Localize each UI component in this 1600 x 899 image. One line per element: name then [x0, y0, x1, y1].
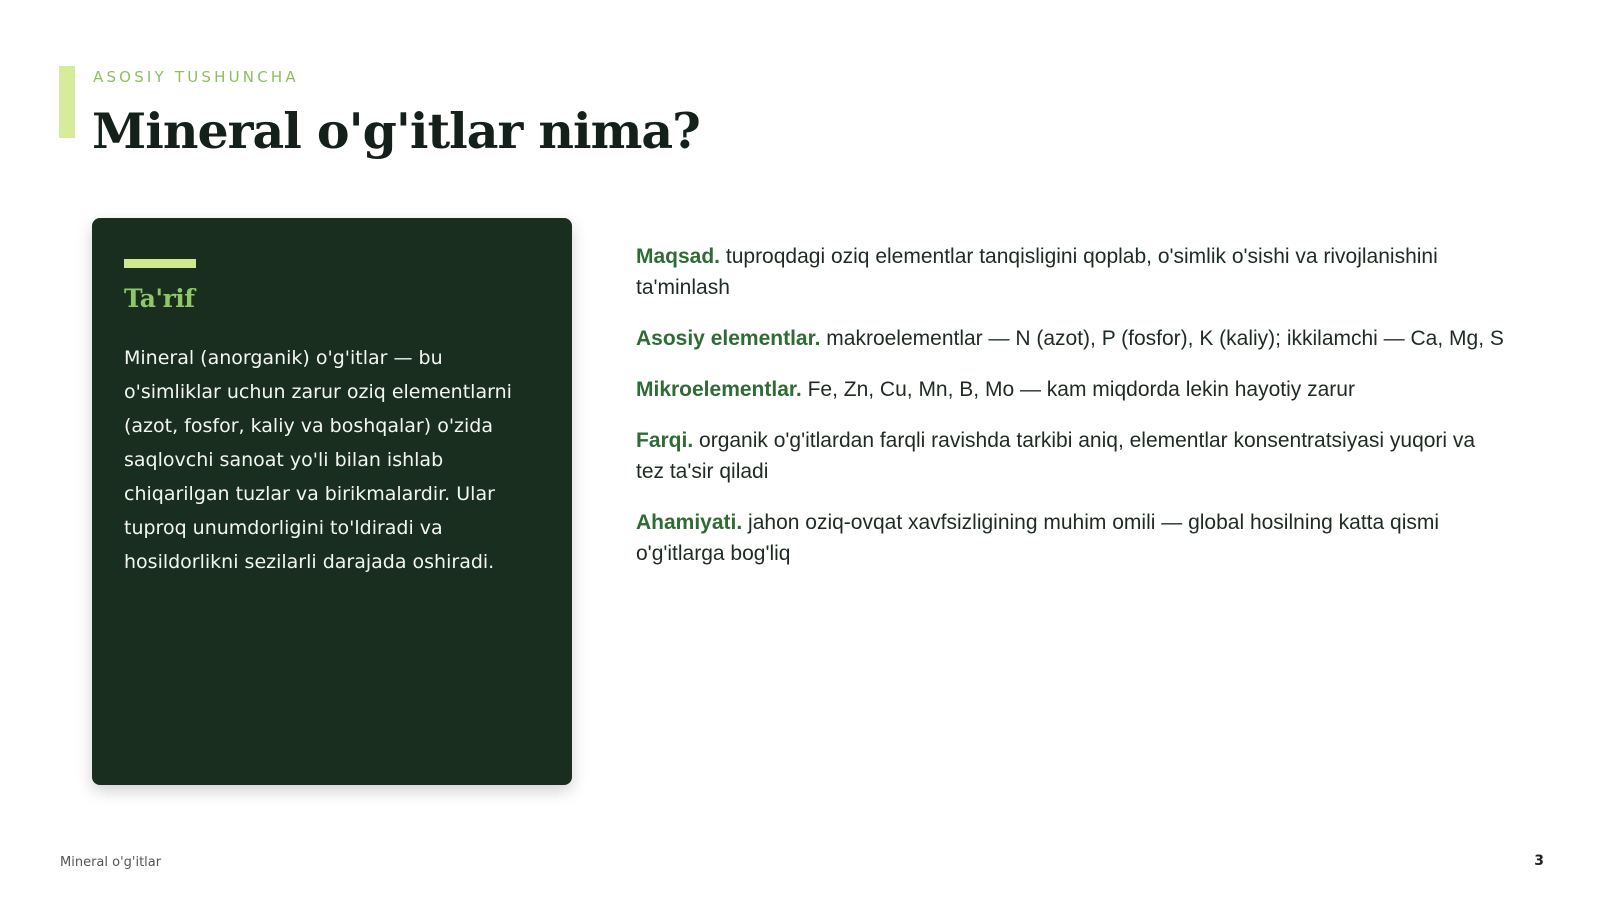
point-item	[636, 241, 1506, 303]
card-accent-line	[124, 259, 196, 268]
point-label: Asosiy elementlar.	[636, 327, 821, 350]
title-accent-bar	[59, 66, 75, 138]
point-text: tuproqdagi oziq elementlar tanqisligini qoplab, o'simlik o'sishi va rivojlanishini ta'minlash	[636, 245, 1438, 299]
point-label: Farqi.	[636, 429, 694, 452]
point-text: Fe, Zn, Cu, Mn, B, Mo — kam miqdorda lekin hayotiy zarur	[807, 378, 1355, 401]
point-label: Mikroelementlar.	[636, 378, 802, 401]
section-eyebrow: ASOSIY TUSHUNCHA	[93, 68, 299, 86]
point-text: organik o'g'itlardan farqli ravishda tarkibi aniq, elementlar konsentratsiyasi yuqori va tez ta'sir qiladi	[636, 429, 1476, 483]
point-text: jahon oziq-ovqat xavfsizligining muhim omili — global hosilning katta qismi o'g'itlarga bog'liq	[636, 511, 1440, 565]
card-text: Mineral (anorganik) o'g'itlar — bu o'simliklar uchun zarur oziq elementlarni (azot, fosfor, kaliy va boshqalar) o'zida saqlovchi sanoat yo'li bilan ishlab chiqarilgan tuzlar va birikmalardir. Ular tuproq unumdorligini to'ldiradi va hosildorlikni sezilarli darajada oshiradi.	[124, 347, 512, 573]
card-title: Ta'rif	[124, 284, 195, 313]
page-title: Mineral o'g'itlar nima?	[92, 102, 700, 160]
point-item	[636, 323, 1506, 354]
point-item	[636, 374, 1506, 405]
point-item	[636, 425, 1506, 487]
point-text: makroelementlar — N (azot), P (fosfor), K (kaliy); ikkilamchi — Ca, Mg, S	[826, 327, 1504, 350]
footer-deck-title: Mineral o'g'itlar	[60, 855, 162, 870]
point-label: Maqsad.	[636, 245, 721, 268]
definition-card	[92, 218, 572, 785]
point-label: Ahamiyati.	[636, 511, 743, 534]
page-number: 3	[1534, 853, 1544, 869]
key-points-list	[636, 241, 1506, 589]
point-item	[636, 507, 1506, 569]
